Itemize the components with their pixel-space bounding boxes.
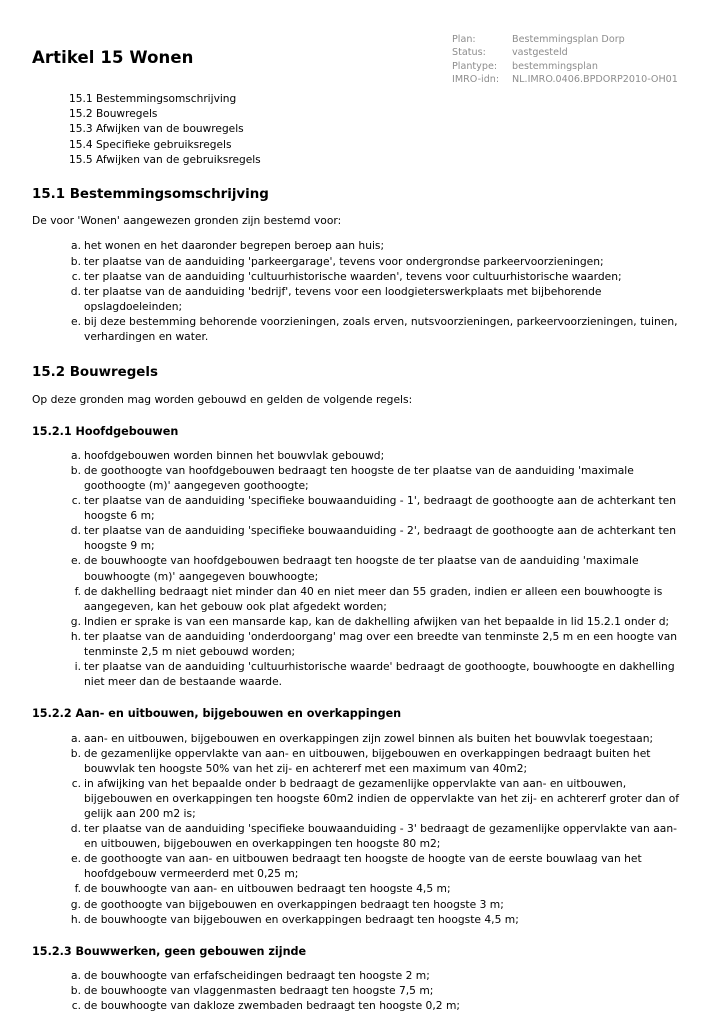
- toc-item-label: 15.1 Bestemmingsomschrijving: [69, 93, 237, 105]
- list-item: ter plaatse van de aanduiding 'cultuurhistorische waarden', tevens voor cultuurhistorische waarden;: [84, 269, 622, 283]
- list-item: de goothoogte van aan- en uitbouwen bedraagt ten hoogste de hoogte van de eerste bouwlaag van het hoofdgebouw vermeerderd met 0,25 m;: [84, 852, 642, 881]
- metadata-label-plantype: Plantype:: [452, 60, 498, 72]
- list-item: het wonen en het daaronder begrepen beroep aan huis;: [84, 239, 385, 253]
- spacer: [0, 927, 720, 944]
- list-15-2-1: [0, 448, 720, 690]
- metadata-row-imro-idn: [452, 73, 678, 86]
- section-heading-15-1: 15.1 Bestemmingsomschrijving: [32, 187, 269, 203]
- section-heading-15-2: 15.2 Bouwregels: [32, 365, 158, 381]
- spacer: [0, 960, 720, 968]
- spacer: [0, 168, 720, 185]
- toc-item-15-5[interactable]: [69, 153, 720, 168]
- document-header: [0, 0, 720, 92]
- toc-item-label: 15.4 Specifieke gebruiksregels: [69, 138, 232, 151]
- toc-item-label: 15.3 Afwijken van de bouwregels: [69, 123, 244, 136]
- page-title: Artikel 15 Wonen: [32, 48, 194, 67]
- table-of-contents: [0, 92, 720, 168]
- toc-item-label: 15.5 Afwijken van de gebruiksregels: [69, 153, 261, 166]
- subsection-heading-15-2-3: 15.2.3 Bouwwerken, geen gebouwen zijnde: [32, 944, 307, 958]
- list-item: ter plaatse van de aanduiding 'specifieke bouwaanduiding - 3' bedraagt de gezamenlijke oppervlakte van aan- en uitbouwen, bijgebouwen en overkappingen ten hoogste 80 m2;: [84, 822, 677, 851]
- metadata-row-plantype: [452, 60, 678, 73]
- toc-item-15-3[interactable]: [69, 122, 720, 137]
- list-15-1: [0, 238, 720, 344]
- spacer: [0, 344, 720, 363]
- toc-item-15-2[interactable]: [69, 107, 720, 122]
- list-15-2-2: [0, 731, 720, 927]
- list-item: in afwijking van het bepaalde onder b bedraagt de gezamenlijke oppervlakte van aan- en uitbouwen, bijgebouwen en overkappingen ten hoogste 60m2 indien de oppervlakte van het zij- en achtererf groter dan of gelijk aan 200 m2 is;: [84, 776, 680, 820]
- metadata-row-status: [452, 46, 678, 59]
- metadata-label-status: Status:: [452, 47, 486, 59]
- toc-item-15-1[interactable]: [69, 92, 720, 107]
- metadata-label-plan: Plan:: [452, 34, 476, 45]
- plan-metadata: [452, 33, 678, 87]
- metadata-row-plan: [452, 33, 678, 46]
- list-item: de bouwhoogte van dakloze zwembaden bedraagt ten hoogste 0,2 m;: [84, 999, 460, 1013]
- spacer: [0, 440, 720, 448]
- subsection-heading-15-2-1: 15.2.1 Hoofdgebouwen: [32, 424, 179, 438]
- list-15-2-3: [0, 968, 720, 1013]
- list-item: de goothoogte van hoofdgebouwen bedraagt ten hoogste de ter plaatse van de aanduiding 'maximale goothoogte (m)' aangegeven goothoogte;: [84, 463, 634, 492]
- list-item: de gezamenlijke oppervlakte van aan- en uitbouwen, bijgebouwen en overkappingen bedraagt buiten het bouwvlak ten hoogste 50% van het zij- en achtererf met een maximum van 40m2;: [84, 746, 651, 775]
- spacer: [0, 689, 720, 706]
- list-item: ter plaatse van de aanduiding 'cultuurhistorische waarde' bedraagt de goothoogte, bouwhoogte en dakhelling niet meer dan de bestaande waarde.: [84, 660, 675, 689]
- list-item: ter plaatse van de aanduiding 'bedrijf', tevens voor een loodgieterswerkplaats met bijbehorende opslagdoeleinden;: [84, 284, 602, 313]
- list-item: de goothoogte van bijgebouwen en overkappingen bedraagt ten hoogste 3 m;: [84, 897, 504, 911]
- list-item: de bouwhoogte van vlaggenmasten bedraagt ten hoogste 7,5 m;: [84, 984, 434, 998]
- subsection-heading-15-2-2: 15.2.2 Aan- en uitbouwen, bijgebouwen en overkappingen: [32, 707, 402, 721]
- list-item: hoofdgebouwen worden binnen het bouwvlak gebouwd;: [84, 448, 385, 462]
- list-item: ter plaatse van de aanduiding 'specifieke bouwaanduiding - 2', bedraagt de goothoogte aan de achterkant ten hoogste 9 m;: [84, 524, 677, 553]
- list-item: de bouwhoogte van aan- en uitbouwen bedraagt ten hoogste 4,5 m;: [84, 882, 451, 896]
- toc-item-label: 15.2 Bouwregels: [69, 108, 158, 121]
- list-item: de bouwhoogte van hoofdgebouwen bedraagt ten hoogste de ter plaatse van de aanduiding 'maximale bouwhoogte (m)' aangegeven bouwhoogte;: [84, 554, 639, 583]
- list-item: de bouwhoogte van bijgebouwen en overkappingen bedraagt ten hoogste 4,5 m;: [84, 912, 519, 926]
- section-intro-15-2: Op deze gronden mag worden gebouwd en gelden de volgende regels:: [32, 392, 413, 406]
- spacer: [0, 204, 720, 213]
- spacer: [0, 407, 720, 424]
- spacer: [0, 383, 720, 392]
- list-item: de dakhelling bedraagt niet minder dan 40 en niet meer dan 55 graden, indien er alleen een bouwhoogte is aangegeven, kan het gebouw ook plat afgedekt worden;: [84, 584, 663, 613]
- list-item: ter plaatse van de aanduiding 'onderdoorgang' mag over een breedte van tenminste 2,5 m en een hoogte van tenminste 2,5 m niet gebouwd worden;: [84, 629, 678, 658]
- metadata-value-plantype: bestemmingsplan: [512, 60, 598, 72]
- list-item: aan- en uitbouwen, bijgebouwen en overkappingen zijn zowel binnen als buiten het bouwvlak toegestaan;: [84, 731, 654, 745]
- metadata-value-status: vastgesteld: [512, 47, 568, 59]
- list-item: Indien er sprake is van een mansarde kap, kan de dakhelling afwijken van het bepaalde in lid 15.2.1 onder d;: [84, 614, 670, 628]
- spacer: [0, 228, 720, 238]
- list-item: ter plaatse van de aanduiding 'parkeergarage', tevens voor ondergrondse parkeervoorzieningen;: [84, 254, 604, 268]
- list-item: de bouwhoogte van erfafscheidingen bedraagt ten hoogste 2 m;: [84, 968, 430, 982]
- metadata-label-imro-idn: IMRO-idn:: [452, 74, 500, 86]
- section-intro-15-1: De voor 'Wonen' aangewezen gronden zijn bestemd voor:: [32, 214, 342, 228]
- toc-item-15-4[interactable]: [69, 138, 720, 153]
- list-item: ter plaatse van de aanduiding 'specifieke bouwaanduiding - 1', bedraagt de goothoogte aan de achterkant ten hoogste 6 m;: [84, 494, 677, 523]
- metadata-value-imro-idn: NL.IMRO.0406.BPDORP2010-OH01: [512, 74, 678, 86]
- metadata-value-plan: Bestemmingsplan Dorp: [512, 34, 625, 45]
- list-item: bij deze bestemming behorende voorzieningen, zoals erven, nutsvoorzieningen, parkeervoorzieningen, tuinen, verhardingen en water.: [84, 314, 678, 344]
- spacer: [0, 723, 720, 731]
